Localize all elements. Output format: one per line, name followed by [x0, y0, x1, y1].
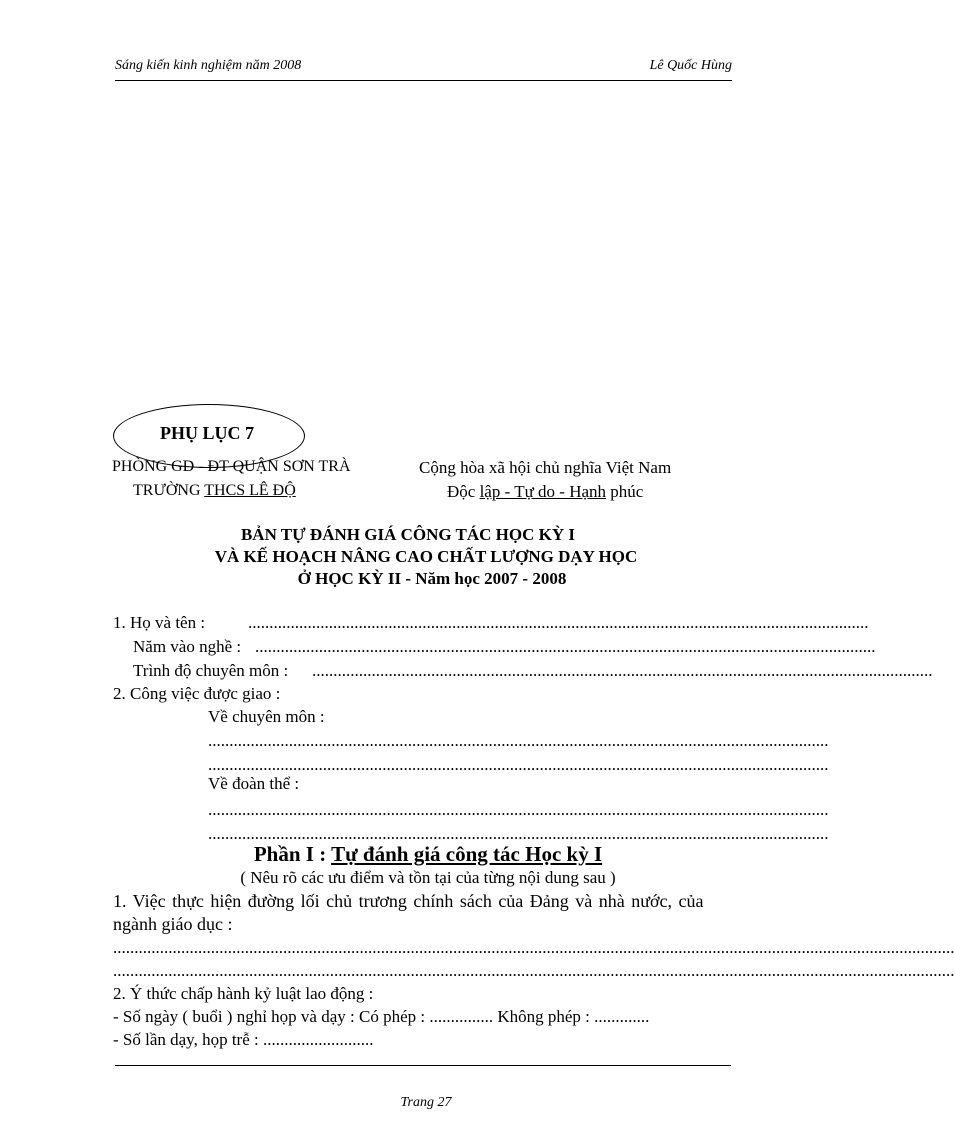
school-name: TRƯỜNG THCS LÊ ĐỘ — [133, 482, 296, 499]
motto: Độc lập - Tự do - Hạnh phúc — [447, 482, 644, 501]
year-label: Năm vào nghề : — [133, 637, 242, 656]
unexcused-dotted-field[interactable]: ............. — [594, 1007, 650, 1026]
union-dotted-line-1[interactable]: .................................................................................................................................................. — [208, 800, 829, 819]
page-number: Trang 27 — [400, 1095, 452, 1110]
assigned-work-label: 2. Công việc được giao : — [113, 684, 281, 703]
absence-line: - Số ngày ( buổi ) nghỉ họp và dạy : Có phép : ............... Không phép : ............. — [113, 1007, 650, 1026]
qualification-label: Trình độ chuyên môn : — [133, 661, 289, 680]
specialty-dotted-line-2[interactable]: .................................................................................................................................................. — [208, 755, 829, 774]
name-dotted-line[interactable]: .................................................................................................................................................. — [248, 613, 869, 632]
late-line: - Số lần dạy, họp trễ : .......................... — [113, 1030, 374, 1049]
item1-dotted-line-2[interactable]: ...................................................................................................................................................................................................... — [113, 961, 955, 980]
qualification-dotted-line[interactable]: .................................................................................................................................................. — [312, 661, 933, 680]
header-right: Lê Quốc Hùng — [649, 58, 732, 73]
appendix-label: PHỤ LỤC 7 — [160, 423, 254, 443]
item2-label: 2. Ý thức chấp hành kỷ luật lao động : — [113, 984, 374, 1003]
dept-name: PHÒNG GD - ĐT QUẬN SƠN TRÀ — [112, 458, 351, 475]
header-rule — [115, 80, 732, 81]
part1-note: ( Nêu rõ các ưu điểm và tồn tại của từng nội dung sau ) — [240, 868, 616, 887]
name-label: 1. Họ và tên : — [113, 613, 206, 632]
specialty-dotted-line-1[interactable]: .................................................................................................................................................. — [208, 731, 829, 750]
excused-dotted-field[interactable]: ............... — [429, 1007, 494, 1026]
footer-rule — [115, 1065, 731, 1066]
union-dotted-line-2[interactable]: .................................................................................................................................................. — [208, 824, 829, 843]
item1-dotted-line-1[interactable]: ...................................................................................................................................................................................................... — [113, 938, 955, 957]
item1-line-2: ngành giáo dục : — [113, 914, 233, 934]
part1-heading: Phần I : Tự đánh giá công tác Học kỳ I — [253, 842, 603, 866]
item1-line-1: 1. Việc thực hiện đường lối chủ trương chính sách của Đảng và nhà nước, của — [113, 891, 704, 911]
title-line-2: VÀ KẾ HOẠCH NÂNG CAO CHẤT LƯỢNG DẠY HỌC — [214, 547, 638, 566]
title-line-3: Ở HỌC KỲ II - Năm học 2007 - 2008 — [297, 569, 567, 588]
title-line-1: BẢN TỰ ĐÁNH GIÁ CÔNG TÁC HỌC KỲ I — [240, 525, 576, 544]
header-left: Sáng kiến kinh nghiệm năm 2008 — [115, 58, 302, 73]
year-dotted-line[interactable]: .................................................................................................................................................. — [255, 637, 876, 656]
late-dotted-field[interactable]: .......................... — [262, 1030, 374, 1049]
union-label: Về đoàn thể : — [208, 774, 300, 793]
specialty-label: Về chuyên môn : — [208, 707, 325, 726]
country-name: Cộng hòa xã hội chủ nghĩa Việt Nam — [419, 458, 672, 477]
